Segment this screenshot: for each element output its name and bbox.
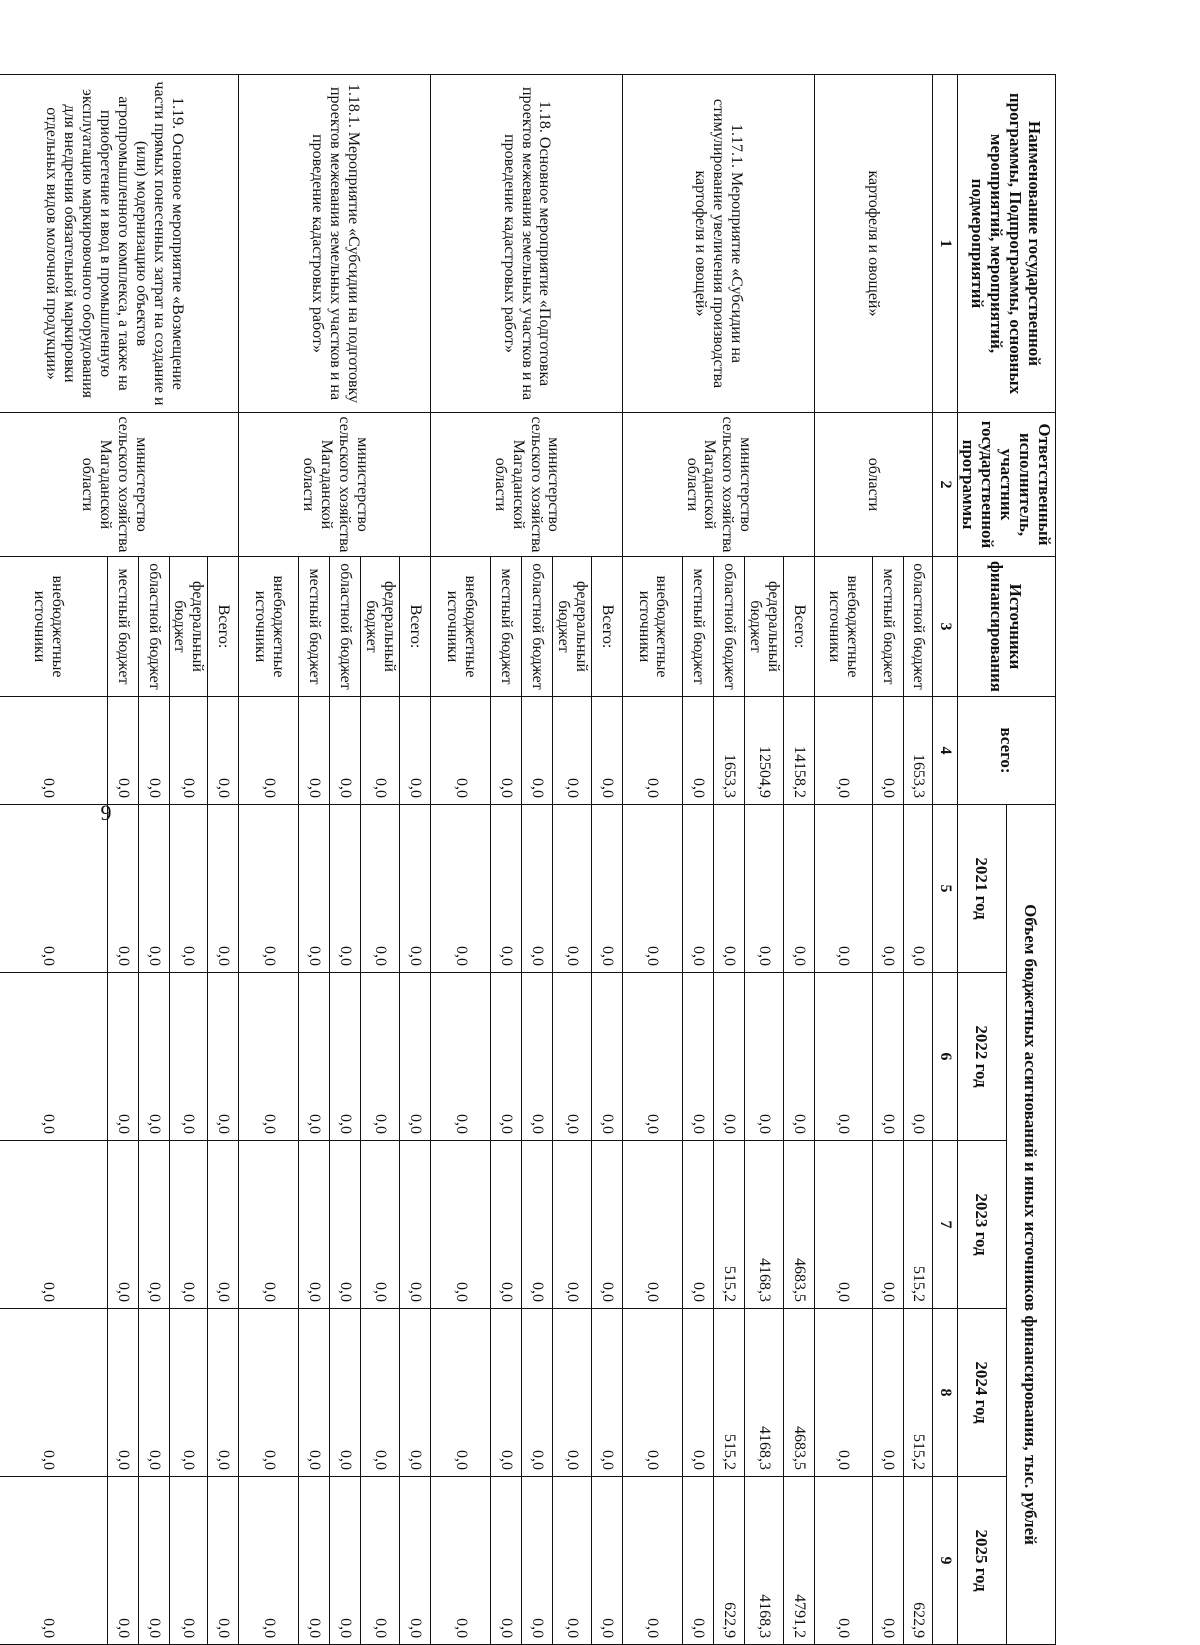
- year-value-cell: 0,0: [522, 805, 553, 973]
- source-cell: местный бюджет: [872, 557, 903, 697]
- source-cell: внебюджетные источники: [814, 557, 872, 697]
- year-value-cell: 0,0: [814, 1477, 872, 1645]
- source-cell: внебюджетные источники: [623, 557, 683, 697]
- source-cell: областной бюджет: [522, 557, 553, 697]
- year-value-cell: 0,0: [491, 973, 522, 1141]
- year-value-cell: 0,0: [872, 805, 903, 973]
- year-value-cell: 4683,5: [783, 1309, 814, 1477]
- header-year: 2022 год: [957, 973, 1006, 1141]
- year-value-cell: 515,2: [714, 1141, 745, 1309]
- header-col-total: всего:: [957, 697, 1055, 805]
- total-value-cell: 0,0: [592, 697, 623, 805]
- source-cell: внебюджетные источники: [0, 557, 107, 697]
- year-value-cell: 0,0: [814, 1141, 872, 1309]
- activity-name-cell: 1.18. Основное мероприятие «Подготовка проектов межевания земельных участков и на проведение кадастровых работ»: [431, 75, 623, 413]
- activity-name-cell: 1.18.1. Мероприятие «Субсидии на подготовку проектов межевания земельных участков и на проведение кадастровых работ»: [239, 75, 431, 413]
- source-cell: Всего:: [400, 557, 431, 697]
- total-value-cell: 0,0: [623, 697, 683, 805]
- year-value-cell: 0,0: [683, 805, 714, 973]
- executor-cell: министерство сельского хозяйства Магаданской области: [0, 413, 239, 557]
- year-value-cell: 0,0: [0, 1309, 107, 1477]
- year-value-cell: 0,0: [592, 1477, 623, 1645]
- header-col-name: Наименование государственной программы, Подпрограммы, основных мероприятий, мероприятий, подмероприятий: [957, 75, 1055, 413]
- executor-cell: министерство сельского хозяйства Магаданской области: [431, 413, 623, 557]
- year-value-cell: 0,0: [872, 1141, 903, 1309]
- year-value-cell: 0,0: [330, 1141, 361, 1309]
- source-cell: федеральный бюджет: [361, 557, 400, 697]
- total-value-cell: 0,0: [872, 697, 903, 805]
- total-value-cell: 0,0: [683, 697, 714, 805]
- year-value-cell: 0,0: [903, 973, 932, 1141]
- year-value-cell: 0,0: [683, 1477, 714, 1645]
- year-value-cell: 0,0: [138, 805, 169, 973]
- year-value-cell: 0,0: [491, 1477, 522, 1645]
- year-value-cell: 0,0: [522, 973, 553, 1141]
- year-value-cell: 0,0: [400, 973, 431, 1141]
- header-year: 2025 год: [957, 1477, 1006, 1645]
- total-value-cell: 0,0: [0, 697, 107, 805]
- source-cell: Всего:: [592, 557, 623, 697]
- year-value-cell: 0,0: [623, 1309, 683, 1477]
- year-value-cell: 0,0: [400, 1477, 431, 1645]
- year-value-cell: 4168,3: [745, 1141, 784, 1309]
- year-value-cell: 0,0: [299, 805, 330, 973]
- year-value-cell: 0,0: [299, 1477, 330, 1645]
- year-value-cell: 0,0: [683, 1141, 714, 1309]
- year-value-cell: 0,0: [872, 1477, 903, 1645]
- year-value-cell: 0,0: [553, 805, 592, 973]
- year-value-cell: 0,0: [361, 973, 400, 1141]
- year-value-cell: 0,0: [107, 1477, 138, 1645]
- year-value-cell: 0,0: [872, 1309, 903, 1477]
- year-value-cell: 0,0: [330, 805, 361, 973]
- source-cell: областной бюджет: [138, 557, 169, 697]
- year-value-cell: 0,0: [330, 1309, 361, 1477]
- column-number: 8: [932, 1309, 957, 1477]
- year-value-cell: 0,0: [169, 973, 208, 1141]
- header-year: 2023 год: [957, 1141, 1006, 1309]
- year-value-cell: 0,0: [361, 805, 400, 973]
- year-value-cell: 0,0: [361, 1309, 400, 1477]
- year-value-cell: 0,0: [903, 805, 932, 973]
- table-row: [903, 75, 932, 1645]
- executor-cell: министерство сельского хозяйства Магаданской области: [239, 413, 431, 557]
- total-value-cell: 0,0: [330, 697, 361, 805]
- year-value-cell: 0,0: [299, 973, 330, 1141]
- total-value-cell: 0,0: [814, 697, 872, 805]
- year-value-cell: 4168,3: [745, 1477, 784, 1645]
- source-cell: областной бюджет: [330, 557, 361, 697]
- year-value-cell: 0,0: [330, 973, 361, 1141]
- year-value-cell: 622,9: [714, 1477, 745, 1645]
- source-cell: местный бюджет: [683, 557, 714, 697]
- column-number: 4: [932, 697, 957, 805]
- year-value-cell: 0,0: [0, 1477, 107, 1645]
- year-value-cell: 0,0: [330, 1477, 361, 1645]
- year-value-cell: 0,0: [431, 1477, 491, 1645]
- header-group-funding: Объем бюджетных ассигнований и иных источников финансирования, тыс. рублей: [1006, 805, 1055, 1645]
- year-value-cell: 0,0: [208, 805, 239, 973]
- year-value-cell: 515,2: [903, 1141, 932, 1309]
- executor-cell: министерство сельского хозяйства Магаданской области: [623, 413, 815, 557]
- total-value-cell: 0,0: [208, 697, 239, 805]
- activity-name-cell: картофеля и овощей»: [814, 75, 932, 413]
- total-value-cell: 0,0: [299, 697, 330, 805]
- total-value-cell: 0,0: [169, 697, 208, 805]
- year-value-cell: 0,0: [138, 1309, 169, 1477]
- year-value-cell: 0,0: [0, 1141, 107, 1309]
- year-value-cell: 0,0: [522, 1309, 553, 1477]
- column-number: 7: [932, 1141, 957, 1309]
- year-value-cell: 4683,5: [783, 1141, 814, 1309]
- year-value-cell: 0,0: [592, 1309, 623, 1477]
- year-value-cell: 0,0: [239, 973, 299, 1141]
- year-value-cell: 0,0: [299, 1309, 330, 1477]
- total-value-cell: 0,0: [138, 697, 169, 805]
- year-value-cell: 4168,3: [745, 1309, 784, 1477]
- year-value-cell: 0,0: [592, 805, 623, 973]
- total-value-cell: 0,0: [522, 697, 553, 805]
- year-value-cell: 0,0: [491, 1309, 522, 1477]
- year-value-cell: 0,0: [107, 1309, 138, 1477]
- year-value-cell: 0,0: [169, 1309, 208, 1477]
- source-cell: Всего:: [208, 557, 239, 697]
- table-row: [592, 75, 623, 1645]
- year-value-cell: 0,0: [239, 1477, 299, 1645]
- year-value-cell: 622,9: [903, 1477, 932, 1645]
- year-value-cell: 0,0: [431, 1141, 491, 1309]
- budget-table: [0, 74, 1056, 1645]
- year-value-cell: 0,0: [553, 973, 592, 1141]
- year-value-cell: 0,0: [107, 805, 138, 973]
- year-value-cell: 0,0: [208, 1309, 239, 1477]
- year-value-cell: 0,0: [553, 1477, 592, 1645]
- year-value-cell: 0,0: [400, 1309, 431, 1477]
- rotated-table-wrapper: [31, 74, 1056, 1644]
- year-value-cell: 0,0: [522, 1477, 553, 1645]
- total-value-cell: 1653,3: [903, 697, 932, 805]
- year-value-cell: 0,0: [714, 973, 745, 1141]
- table-row: [400, 75, 431, 1645]
- year-value-cell: 0,0: [814, 1309, 872, 1477]
- year-value-cell: 0,0: [208, 1477, 239, 1645]
- header-year: 2021 год: [957, 805, 1006, 973]
- source-cell: местный бюджет: [491, 557, 522, 697]
- header-year: 2024 год: [957, 1309, 1006, 1477]
- total-value-cell: 14158,2: [783, 697, 814, 805]
- source-cell: областной бюджет: [903, 557, 932, 697]
- year-value-cell: 0,0: [239, 805, 299, 973]
- table-header: [932, 75, 1055, 1645]
- year-value-cell: 0,0: [592, 973, 623, 1141]
- header-col-source: Источники финансирования: [957, 557, 1055, 697]
- year-value-cell: 515,2: [903, 1309, 932, 1477]
- table-row: [208, 75, 239, 1645]
- year-value-cell: 0,0: [623, 1141, 683, 1309]
- year-value-cell: 0,0: [208, 1141, 239, 1309]
- year-value-cell: 0,0: [138, 1141, 169, 1309]
- year-value-cell: 0,0: [783, 805, 814, 973]
- year-value-cell: 0,0: [814, 973, 872, 1141]
- year-value-cell: 0,0: [239, 1141, 299, 1309]
- activity-name-cell: 1.17.1. Мероприятие «Субсидии на стимулирование увеличения производства картофеля и овощей»: [623, 75, 815, 413]
- total-value-cell: 1653,3: [714, 697, 745, 805]
- source-cell: федеральный бюджет: [169, 557, 208, 697]
- year-value-cell: 0,0: [361, 1141, 400, 1309]
- source-cell: местный бюджет: [107, 557, 138, 697]
- year-value-cell: 0,0: [745, 973, 784, 1141]
- year-value-cell: 0,0: [431, 973, 491, 1141]
- column-number: 9: [932, 1477, 957, 1645]
- total-value-cell: 0,0: [431, 697, 491, 805]
- year-value-cell: 0,0: [400, 1141, 431, 1309]
- column-number: 3: [932, 557, 957, 697]
- year-value-cell: 515,2: [714, 1309, 745, 1477]
- year-value-cell: 0,0: [239, 1309, 299, 1477]
- header-col-executor: Ответственный исполнитель, участник государственной программы: [957, 413, 1055, 557]
- year-value-cell: 0,0: [361, 1477, 400, 1645]
- year-value-cell: 0,0: [623, 973, 683, 1141]
- year-value-cell: 0,0: [714, 805, 745, 973]
- column-number: 2: [932, 413, 957, 557]
- source-cell: внебюджетные источники: [431, 557, 491, 697]
- year-value-cell: 0,0: [522, 1141, 553, 1309]
- year-value-cell: 0,0: [592, 1141, 623, 1309]
- year-value-cell: 0,0: [107, 973, 138, 1141]
- total-value-cell: 0,0: [400, 697, 431, 805]
- year-value-cell: 0,0: [623, 1477, 683, 1645]
- column-number: 6: [932, 973, 957, 1141]
- column-number: 5: [932, 805, 957, 973]
- year-value-cell: 0,0: [107, 1141, 138, 1309]
- year-value-cell: 0,0: [400, 805, 431, 973]
- year-value-cell: 0,0: [431, 805, 491, 973]
- total-value-cell: 12504,9: [745, 697, 784, 805]
- source-cell: федеральный бюджет: [745, 557, 784, 697]
- year-value-cell: 0,0: [783, 973, 814, 1141]
- year-value-cell: 0,0: [169, 1141, 208, 1309]
- year-value-cell: 0,0: [138, 1477, 169, 1645]
- executor-cell: области: [814, 413, 932, 557]
- year-value-cell: 0,0: [553, 1309, 592, 1477]
- year-value-cell: 0,0: [623, 805, 683, 973]
- table-row: [783, 75, 814, 1645]
- table-body: [0, 75, 932, 1645]
- year-value-cell: 0,0: [745, 805, 784, 973]
- total-value-cell: 0,0: [361, 697, 400, 805]
- year-value-cell: 0,0: [491, 805, 522, 973]
- year-value-cell: 0,0: [169, 1477, 208, 1645]
- year-value-cell: 0,0: [0, 805, 107, 973]
- source-cell: федеральный бюджет: [553, 557, 592, 697]
- year-value-cell: 0,0: [553, 1141, 592, 1309]
- year-value-cell: 0,0: [299, 1141, 330, 1309]
- source-cell: местный бюджет: [299, 557, 330, 697]
- year-value-cell: 0,0: [138, 973, 169, 1141]
- total-value-cell: 0,0: [239, 697, 299, 805]
- total-value-cell: 0,0: [553, 697, 592, 805]
- year-value-cell: 4791,2: [783, 1477, 814, 1645]
- year-value-cell: 0,0: [491, 1141, 522, 1309]
- source-cell: областной бюджет: [714, 557, 745, 697]
- year-value-cell: 0,0: [169, 805, 208, 973]
- page-number: 9: [100, 800, 112, 825]
- year-value-cell: 0,0: [814, 805, 872, 973]
- year-value-cell: 0,0: [0, 973, 107, 1141]
- year-value-cell: 0,0: [208, 973, 239, 1141]
- source-cell: Всего:: [783, 557, 814, 697]
- source-cell: внебюджетные источники: [239, 557, 299, 697]
- year-value-cell: 0,0: [683, 1309, 714, 1477]
- total-value-cell: 0,0: [491, 697, 522, 805]
- column-number: 1: [932, 75, 957, 413]
- year-value-cell: 0,0: [683, 973, 714, 1141]
- column-numbers-row: [932, 75, 957, 1645]
- year-value-cell: 0,0: [431, 1309, 491, 1477]
- total-value-cell: 0,0: [107, 697, 138, 805]
- activity-name-cell: 1.19. Основное мероприятие «Возмещение части прямых понесенных затрат на создание и (или) модернизацию объектов агропромышленного комплекса, а также на приобретение и ввод в промышленную эксплуатацию маркировочного оборудования для внедрения обязательной маркировки отдельных видов молочной продукции»: [0, 75, 239, 413]
- year-value-cell: 0,0: [872, 973, 903, 1141]
